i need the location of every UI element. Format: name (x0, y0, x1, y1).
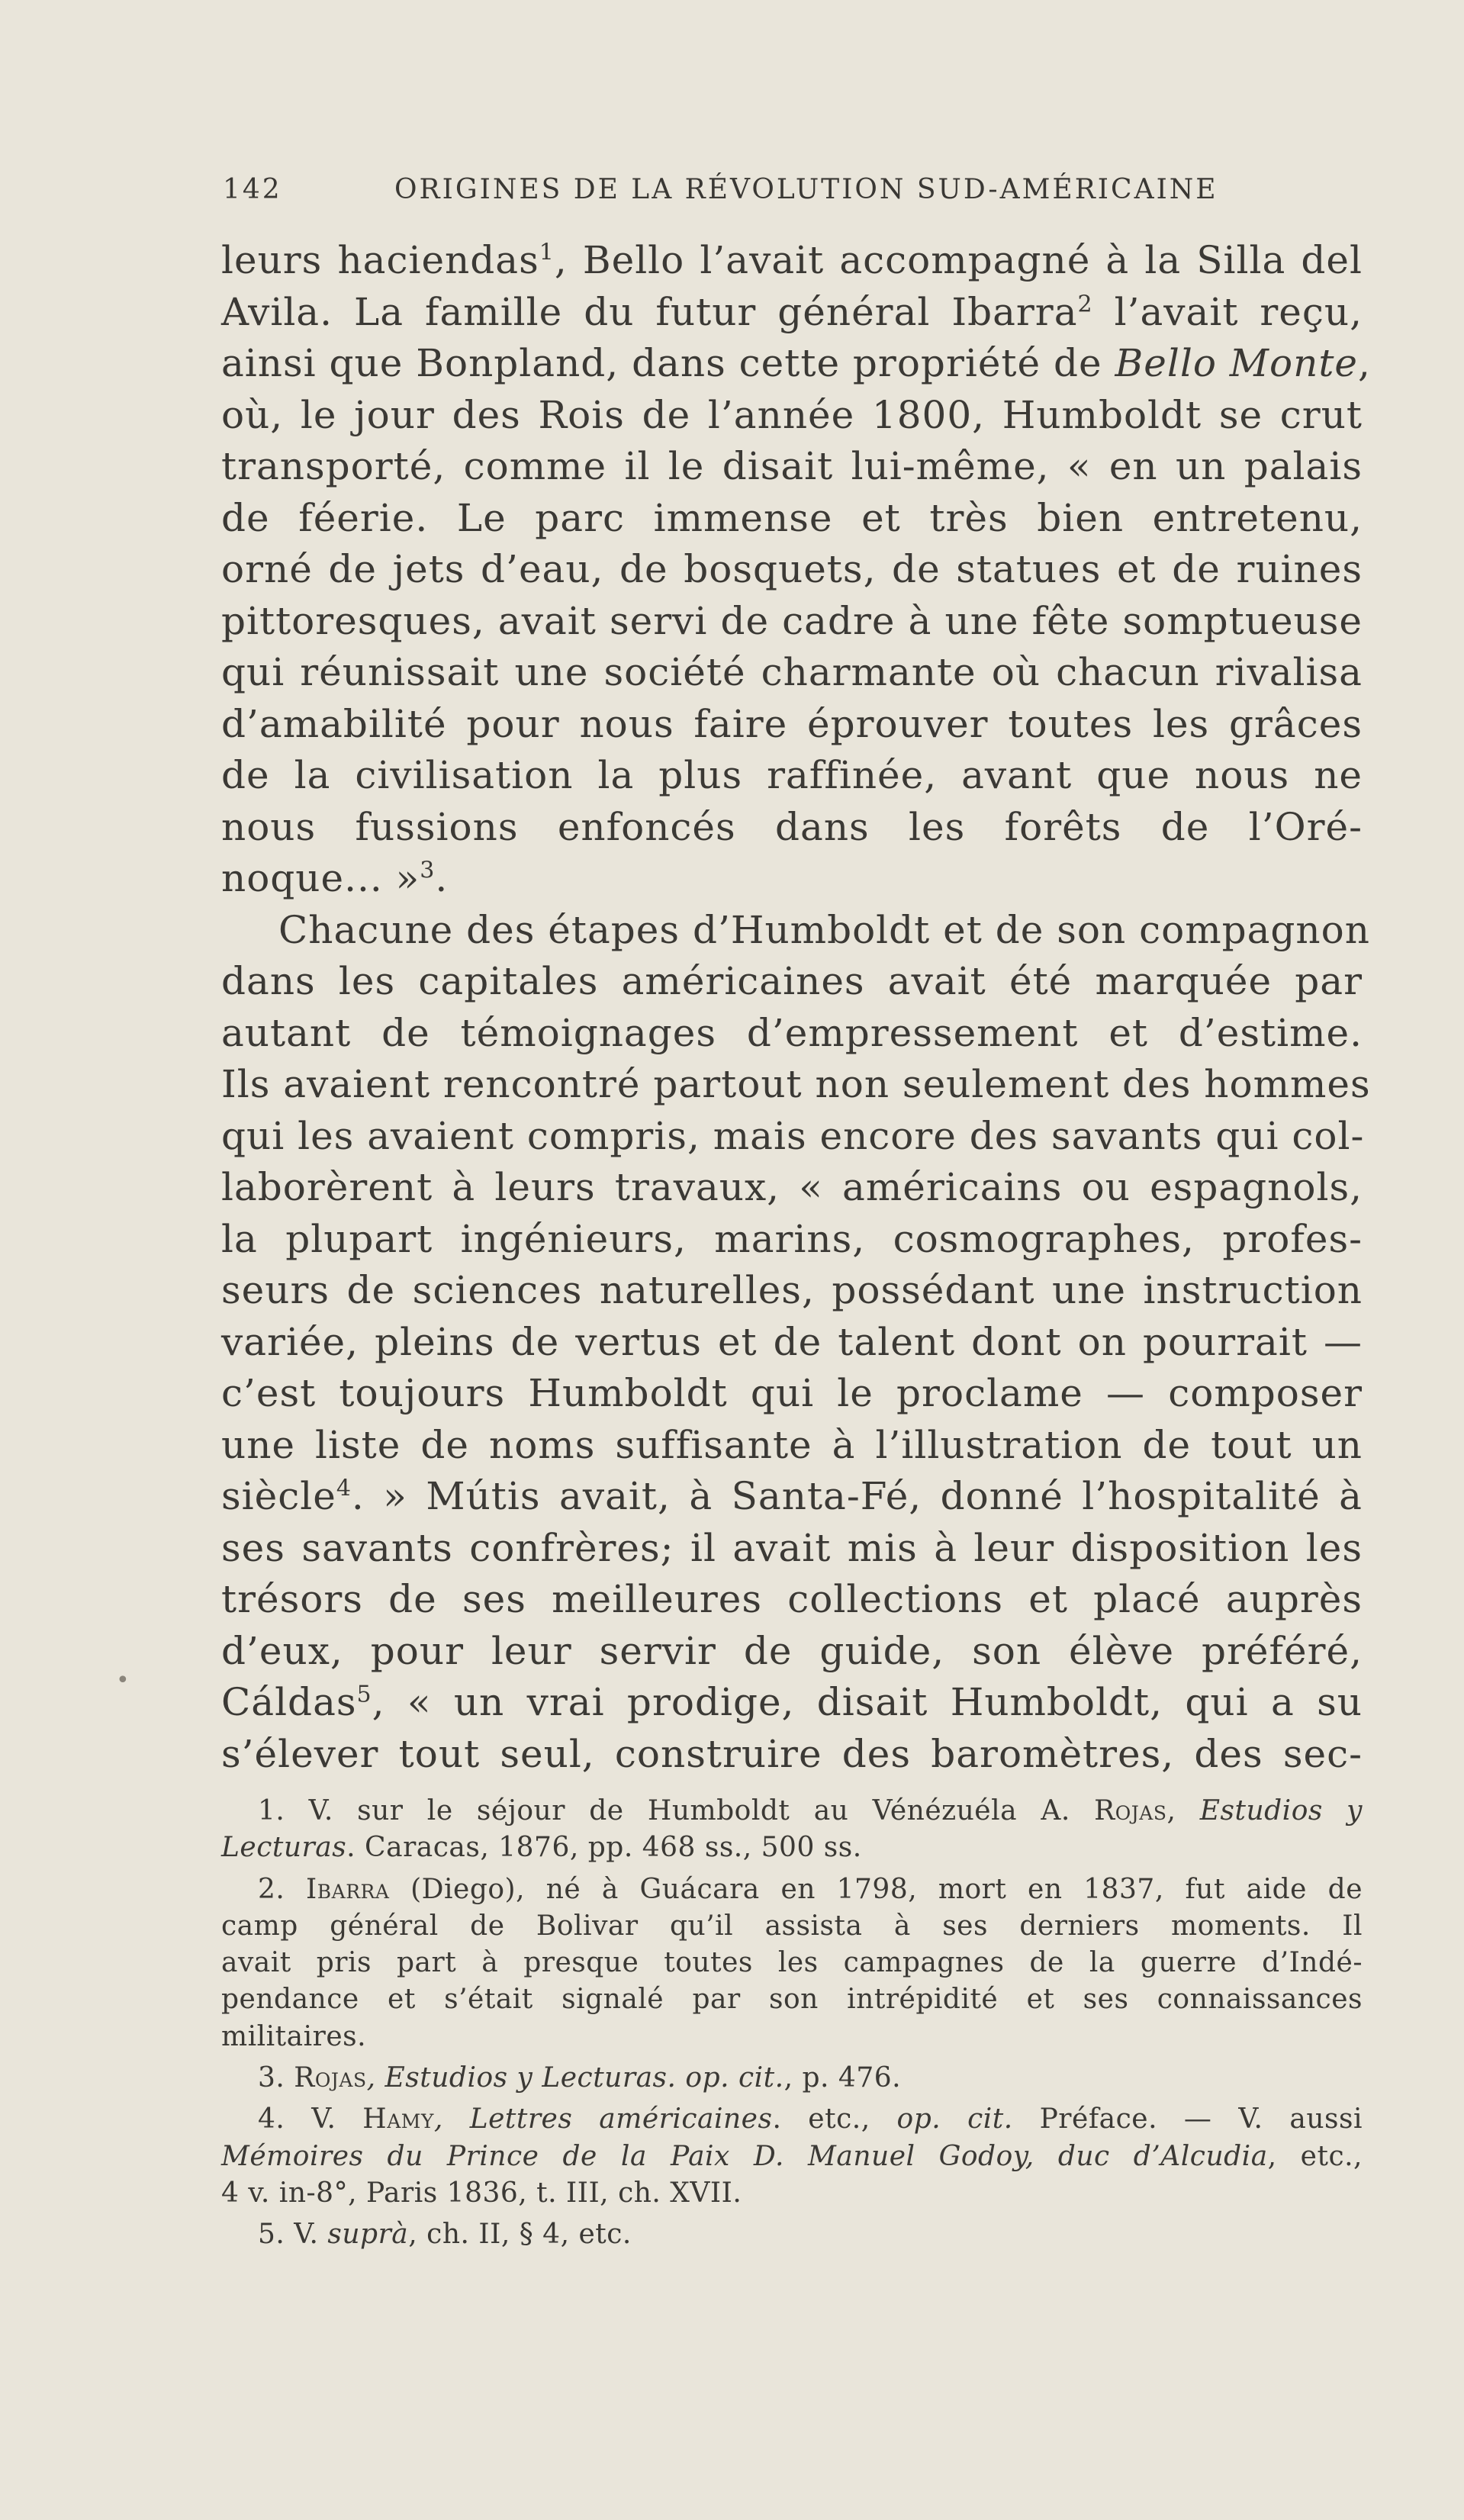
text-line: trésors de ses meilleures collections et placé auprès (221, 1577, 1363, 1621)
footnote-ref: 5 (356, 1681, 372, 1708)
text-line: de la civilisation la plus raffinée, avant que nous ne (221, 753, 1363, 797)
footnote-ref: 4 (336, 1475, 352, 1502)
footnote-line: Lecturas. Caracas, 1876, pp. 468 ss., 500 ss. (221, 1832, 862, 1864)
footnote-1: 1. V. sur le séjour de Humboldt au Vénézuéla A. Rojas, Estudios y (258, 1795, 1363, 1826)
text-line: siècle$^4$. » Mútis avait, à Santa-Fé, donné l’hospitalité à (221, 1474, 1363, 1518)
text-line: seurs de sciences naturelles, possédant une instruction (221, 1268, 1363, 1312)
text-line: d’amabilité pour nous faire éprouver toutes les grâces (221, 701, 1363, 746)
footnote-line: 4 v. in-8°, Paris 1836, t. III, ch. XVII. (221, 2177, 742, 2209)
text-line: ses savants confrères; il avait mis à leur disposition les (221, 1525, 1363, 1570)
text-line: laborèrent à leurs travaux, « américains ou espagnols, (221, 1165, 1363, 1209)
footnote-ref: 3 (420, 857, 436, 884)
footnote-4: 4. V. Hamy, Lettres américaines. etc., op. cit. Préface. — V. aussi (258, 2103, 1363, 2135)
text-line: dans les capitales américaines avait été marquée par (221, 959, 1363, 1003)
text-line: autant de témoignages d’empressement et d’estime. (221, 1010, 1363, 1055)
text-line: ainsi que Bonpland, dans cette propriété de Bello Monte, (221, 341, 1371, 385)
text-line: Cáldas$^5$, « un vrai prodige, disait Humboldt, qui a su (221, 1680, 1363, 1724)
footnote-5: 5. V. suprà, ch. II, § 4, etc. (258, 2219, 632, 2251)
text-line: transporté, comme il le disait lui-même, « en un palais (221, 444, 1363, 488)
footnotes (221, 1793, 1363, 2254)
footnote-ref: 1 (539, 239, 555, 266)
text-line: s’élever tout seul, construire des baromètres, des sec- (221, 1731, 1363, 1776)
running-title: ORIGINES DE LA RÉVOLUTION SUD-AMÉRICAINE (394, 174, 1218, 205)
text-line: noque... »$^3$. (221, 856, 449, 900)
main-text (221, 235, 1371, 1780)
footnote-line: avait pris part à presque toutes les campagnes de la guerre d’Indé- (221, 1947, 1363, 1979)
text-line: leurs haciendas$^1$, Bello l’avait accompagné à la Silla del (221, 238, 1363, 282)
text-line: pittoresques, avait servi de cadre à une fête somptueuse (221, 598, 1363, 643)
footnote-line: militaires. (221, 2020, 367, 2052)
text-line: de féerie. Le parc immense et très bien entretenu, (221, 495, 1363, 540)
footnote-3: 3. Rojas, Estudios y Lecturas. op. cit., p. 476. (258, 2062, 902, 2094)
text-line: orné de jets d’eau, de bosquets, de statues et de ruines (221, 547, 1363, 591)
footnote-ref: 2 (1077, 290, 1093, 317)
text-line: où, le jour des Rois de l’année 1800, Humboldt se crut (221, 392, 1363, 437)
text-line: variée, pleins de vertus et de talent dont on pourrait — (221, 1319, 1363, 1364)
text-line: qui les avaient compris, mais encore des savants qui col- (221, 1113, 1365, 1158)
paragraph-start: Chacune des étapes d’Humboldt et de son compagnon (278, 907, 1370, 952)
margin-mark: • (116, 1667, 130, 1694)
text-line: nous fussions enfoncés dans les forêts de l’Oré- (221, 804, 1363, 849)
text-line: une liste de noms suffisante à l’illustration de tout un (221, 1422, 1363, 1467)
text-line: c’est toujours Humboldt qui le proclame — composer (221, 1371, 1363, 1415)
footnote-line: Mémoires du Prince de la Paix D. Manuel Godoy, duc d’Alcudia, etc., (221, 2140, 1363, 2172)
footnote-2: 2. Ibarra (Diego), né à Guácara en 1798, mort en 1837, fut aide de (258, 1873, 1363, 1905)
text-line: Ils avaient rencontré partout non seulement des hommes (221, 1062, 1371, 1106)
text-line: la plupart ingénieurs, marins, cosmographes, profes- (221, 1216, 1363, 1261)
footnote-line: pendance et s’était signalé par son intrépidité et ses connaissances (221, 1984, 1363, 2016)
text-line: Avila. La famille du futur général Ibarra$^2$ l’avait reçu, (221, 289, 1363, 334)
text-line: qui réunissait une société charmante où chacun rivalisa (221, 650, 1363, 694)
text-line: d’eux, pour leur servir de guide, son élève préféré, (221, 1628, 1363, 1673)
footnote-line: camp général de Bolivar qu’il assista à ses derniers moments. Il (221, 1910, 1363, 1942)
page-number: 142 (223, 174, 282, 205)
